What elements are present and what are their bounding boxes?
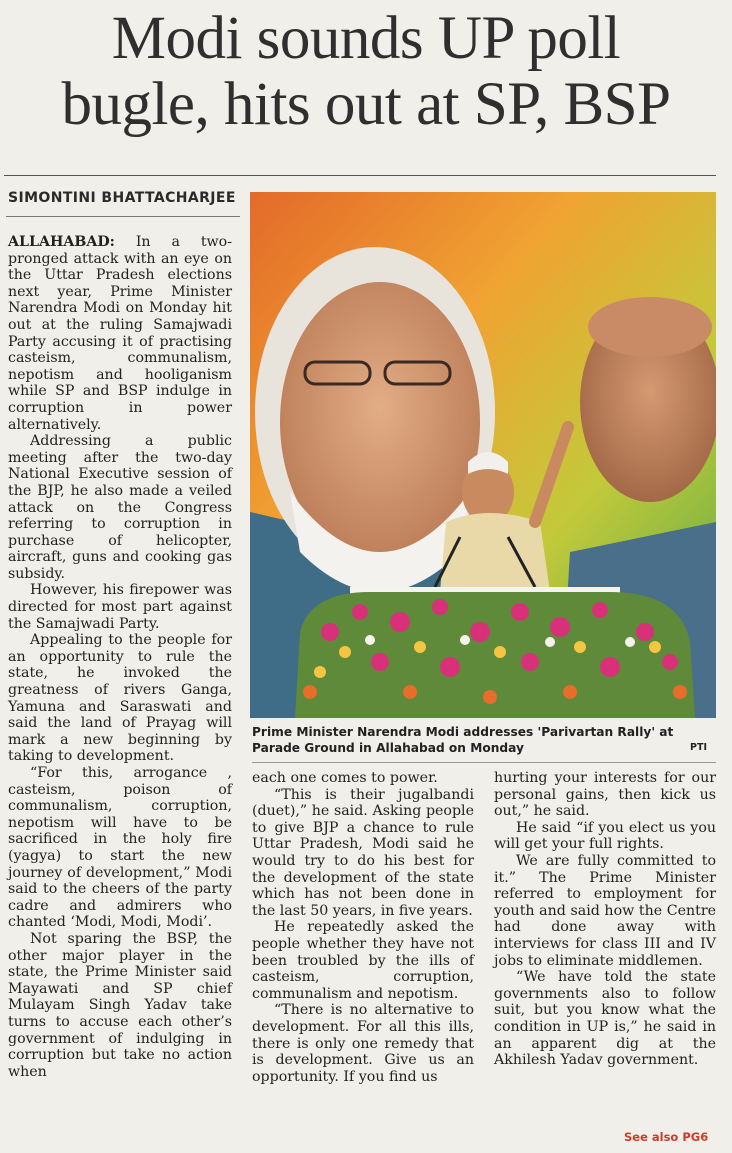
- article-paragraph: each one comes to power.: [252, 770, 438, 786]
- article-paragraph: [8, 234, 232, 433]
- article-paragraph: Appealing to the people for an opportunity to rule the state, he invoked the greatness of rivers Ganga, Yamuna and Saraswati and said the land of Prayag will mark a new beginning by taking to development.: [8, 632, 232, 765]
- headline-line-2: bugle, hits out at SP, BSP: [61, 71, 671, 138]
- article-paragraph: He repeatedly asked the people whether they have not been troubled by the ills of casteism, corruption, communalism and nepotism.: [252, 919, 474, 1002]
- headline-rule: [4, 175, 716, 176]
- article-paragraph: “For this, arrogance , casteism, poison of communalism, corruption, nepotism will have to be sacrificed in the holy fire (yagya) to start the new journey of development,” Modi said to the cheers of the party cadre and admirers who chanted ‘Modi, Modi, Modi’.: [8, 765, 232, 931]
- dateline: ALLAHABAD:: [8, 234, 115, 250]
- byline: SIMONTINI BHATTACHARJEE: [8, 190, 236, 206]
- article-column-1: [8, 234, 232, 1080]
- article-paragraph: Addressing a public meeting after the two-day National Executive session of the BJP, he also made a veiled attack on the Congress referring to corruption in purchase of helicopter, aircraft, guns and cooking gas subsidy.: [8, 433, 232, 582]
- see-also-link[interactable]: See also PG6: [624, 1130, 709, 1144]
- rally-photo: [250, 192, 716, 718]
- article-paragraph: “We have told the state governments also to follow suit, but you know what the condition in UP is,” he said in an apparent dig at the Akhilesh Yadav government.: [494, 969, 716, 1069]
- photo-caption: Prime Minister Narendra Modi addresses 'Parivartan Rally' at Parade Ground in Allahabad on Monday: [252, 725, 674, 755]
- headline: [0, 6, 732, 138]
- article-paragraph: “This is their jugalbandi (duet),” he said. Asking people to give BJP a chance to rule Uttar Pradesh, Modi said he would try to do his best for the development of the state which has not been done in the last 50 years, in five years.: [252, 786, 474, 919]
- article-paragraph: Not sparing the BSP, the other major player in the state, the Prime Minister said Mayawati and SP chief Mulayam Singh Yadav take turns to accuse each other’s government of indulging in corruption but take no action when: [8, 930, 232, 1080]
- byline-rule: [6, 216, 240, 217]
- paragraph-text: In a two-pronged attack with an eye on the Uttar Pradesh elections next year, Prime Minister Narendra Modi on Monday hit out at the ruling Samajwadi Party accusing it of practising casteism, communalism, nepotism and hooliganism while SP and BSP indulge in corruption in power alternatively.: [8, 234, 232, 433]
- photo-credit: PTI: [690, 742, 707, 753]
- article-paragraph: “There is no alternative to development. For all this ills, there is only one remedy that is development. Give us an opportunity. If you find us: [252, 1002, 474, 1085]
- caption-rule: [252, 762, 716, 763]
- article-paragraph: However, his firepower was directed for most part against the Samajwadi Party.: [8, 582, 232, 632]
- article-column-3: [494, 770, 716, 1069]
- article-paragraph: He said “if you elect us you will get your full rights.: [494, 819, 716, 853]
- headline-line-1: Modi sounds UP poll: [111, 5, 621, 72]
- article-paragraph: hurting your interests for our personal gains, then kick us out,” he said.: [494, 770, 716, 820]
- article-column-2: [252, 770, 474, 1085]
- article-paragraph: We are fully committed to it.” The Prime Minister referred to employment for youth and said how the Centre had done away with interviews for class III and IV jobs to eliminate middlemen.: [494, 852, 716, 969]
